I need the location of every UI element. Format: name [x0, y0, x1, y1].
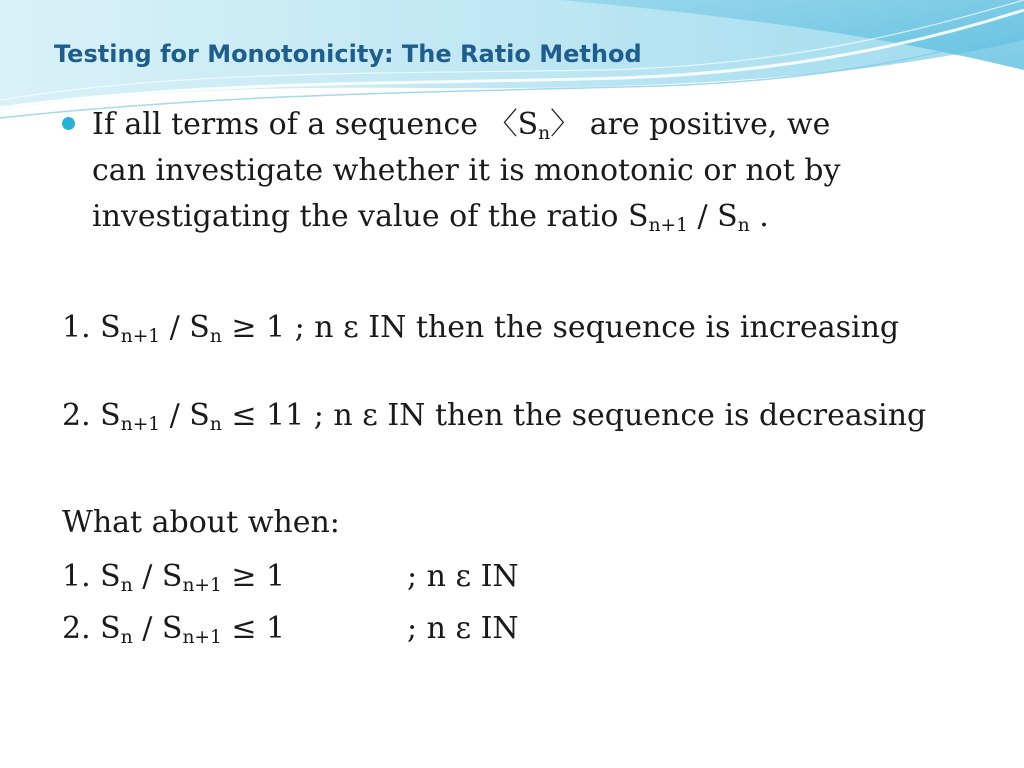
question-2-prefix: 2. S: [62, 611, 121, 646]
question-2-condition: ≤ 1: [221, 611, 286, 646]
bullet-line-3-suffix: .: [749, 199, 769, 234]
question-1-subscript-1: n: [120, 575, 133, 597]
rule-2-subscript-2: n: [209, 414, 222, 436]
question-1-mid: / S: [132, 559, 183, 594]
rule-2-condition: ≤ 11 ; n ε IN then the sequence is decreasing: [221, 398, 927, 433]
rule-1-condition: ≥ 1 ; n ε IN then the sequence is increasing: [221, 310, 900, 345]
rule-1-subscript-1: n+1: [120, 326, 161, 348]
question-2-subscript-1: n: [120, 627, 133, 649]
bullet-line-3: [92, 194, 992, 240]
question-1: [62, 554, 285, 600]
ratio-slash: / S: [687, 199, 738, 234]
bullet-paragraph: [92, 102, 992, 240]
open-angle-bracket: 〈: [487, 107, 518, 142]
rule-1: [62, 305, 899, 351]
question-1-prefix: 1. S: [62, 559, 121, 594]
sequence-subscript: n: [538, 123, 551, 145]
close-angle-bracket: 〉: [550, 107, 581, 142]
question-2-subscript-2: n+1: [182, 627, 222, 649]
ratio-subscript-1: n+1: [648, 215, 688, 237]
rule-2: [62, 393, 926, 439]
rule-2-subscript-1: n+1: [120, 414, 161, 436]
rule-2-mid: / S: [160, 398, 210, 433]
question-1-subscript-2: n+1: [182, 575, 222, 597]
question-2-domain: ; n ε IN: [407, 611, 519, 646]
question-1-condition: ≥ 1: [221, 559, 286, 594]
bullet-dot-icon: [62, 117, 75, 130]
bullet-line-1-prefix: If all terms of a sequence: [92, 107, 488, 142]
rule-1-subscript-2: n: [209, 326, 222, 348]
bullet-line-1: [92, 102, 992, 148]
question-2: [62, 606, 285, 652]
bullet-line-2: can investigate whether it is monotonic or not by: [92, 153, 841, 188]
rule-1-mid: / S: [160, 310, 210, 345]
slide-title: Testing for Monotonicity: The Ratio Method: [54, 40, 642, 68]
sequence-symbol: S: [517, 107, 539, 142]
rule-2-prefix: 2. S: [62, 398, 121, 433]
question-heading: What about when:: [62, 505, 340, 540]
question-2-mid: / S: [132, 611, 183, 646]
question-1-domain: ; n ε IN: [407, 559, 519, 594]
ratio-subscript-2: n: [737, 215, 750, 237]
bullet-line-3-prefix: investigating the value of the ratio S: [92, 199, 649, 234]
rule-1-prefix: 1. S: [62, 310, 121, 345]
bullet-line-1-suffix: are positive, we: [580, 107, 831, 142]
